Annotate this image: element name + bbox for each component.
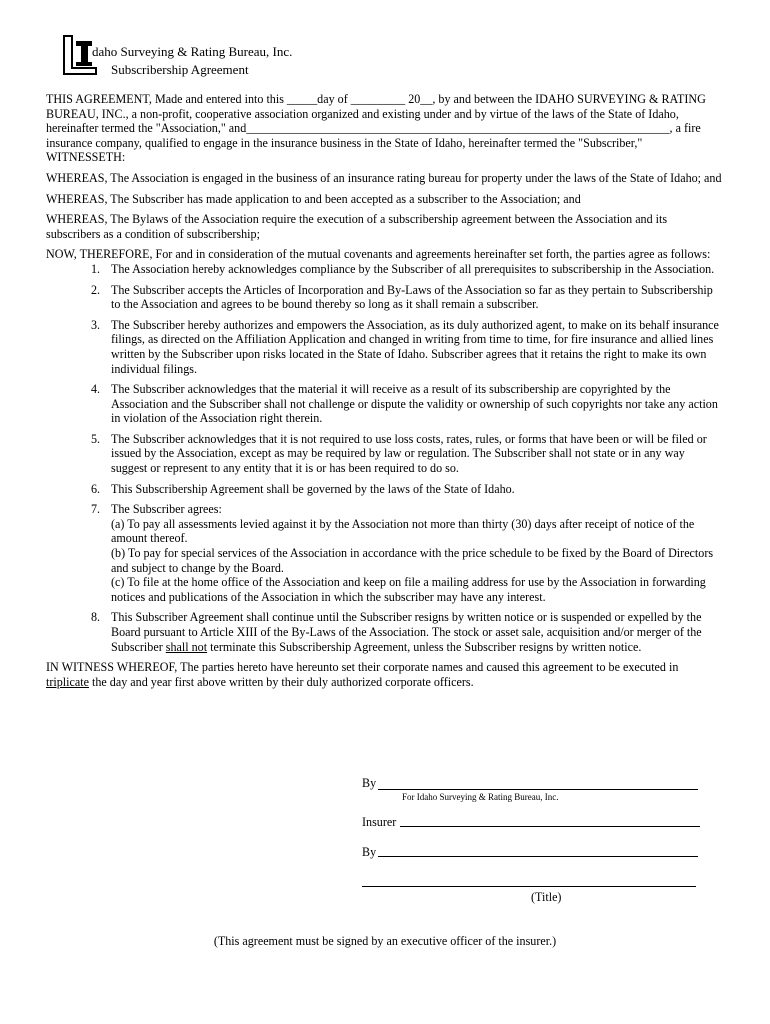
clause-7-b: (b) To pay for special services of the Association in accordance with the price schedule to be fixed by the Board of Directors and subject to change by the Board.	[111, 546, 714, 575]
clause-2: 2. The Subscriber accepts the Articles of Incorporation and By-Laws of the Association so far as they pertain to Subscribership to the Association and agrees to be bound thereby so long as it shall remain a subscriber.	[91, 282, 713, 312]
title-caption: (Title)	[531, 890, 562, 904]
by-label-bureau: By	[362, 776, 377, 790]
by-label-insurer: By	[362, 845, 377, 859]
whereas-1: WHEREAS, The Association is engaged in the business of an insurance rating bureau for property under the laws of the State of Idaho; and	[46, 170, 722, 185]
agreement-body	[46, 92, 722, 695]
in-witness-whereof: IN WITNESS WHEREOF, The parties hereto have hereunto set their corporate names and caused this agreement to be executed in triplicate the day and year first above written by their duly authorized corporate officers.	[46, 660, 679, 689]
bureau-signature-line[interactable]	[378, 789, 698, 790]
clause-6: 6. This Subscribership Agreement shall be governed by the laws of the State of Idaho.	[91, 481, 515, 496]
clause-4: 4. The Subscriber acknowledges that the material it will receive as a result of its subscribership are copyrighted by the Association and the Subscriber shall not challenge or dispute the validity or ownership of such copyrights nor take any action in violation of the Association right therein.	[91, 382, 718, 426]
clause-1: 1. The Association hereby acknowledges compliance by the Subscriber of all prerequisites to subscribership in the Association.	[91, 261, 715, 276]
whereas-3: WHEREAS, The Bylaws of the Association require the execution of a subscribership agreement between the Association and its subscribers as a condition of subscribership;	[46, 212, 668, 241]
footer-note: (This agreement must be signed by an executive officer of the insurer.)	[213, 934, 557, 948]
clause-7-intro: The Subscriber agrees:	[111, 502, 222, 517]
witnesseth: WITNESSETH:	[46, 150, 126, 165]
clause-7-c: (c) To file at the home office of the Association and keep on file a mailing address for use by the Association in forwarding notices and publications of the Association in which the subscriber may have any interest.	[111, 575, 706, 604]
bureau-caption: For Idaho Surveying & Rating Bureau, Inc.	[402, 792, 559, 802]
clause-5: 5. The Subscriber acknowledges that it is not required to use loss costs, rates, rules, or forms that have been or will be filed or issued by the Association, except as may be required by law or regulation. The Subscriber shall not state or in any way suggest or represent to any entity that it is or has been required to do so.	[91, 431, 707, 476]
insurer-label: Insurer	[362, 815, 397, 829]
insurer-signature-line[interactable]	[378, 856, 698, 857]
document-title: Subscribership Agreement	[111, 62, 249, 77]
whereas-2: WHEREAS, The Subscriber has made application to and been accepted as a subscriber to the Association; and	[46, 191, 581, 206]
organization-name: daho Surveying & Rating Bureau, Inc.	[92, 44, 293, 59]
clause-7-a: (a) To pay all assessments levied against it by the Association not more than thirty (30) days after receipt of notice of the amount thereof.	[111, 516, 695, 546]
triplicate-emphasis: triplicate	[46, 674, 89, 689]
clause-7: 7. The Subscriber agrees: (a) To pay all assessments levied against it by the Association not more than thirty (30) days after receipt of notice of the amount thereof. (b) To pay for special services of the Association in accordance with the price schedule to be fixed by the Board of Directors and subject to change by the Board. (c) To file at the home office of the Association and keep on file a mailing address for use by the Association in forwarding notices and publications of the Association in which the subscriber may have any interest.	[46, 502, 722, 604]
preamble: THIS AGREEMENT, Made and entered into this _____day of _________ 20__, by and between the IDAHO SURVEYING & RATING BUREAU, INC., a non-profit, cooperative association organized and existing under and by virtue of the laws of the State of Idaho, hereinafter termed the "Association," and______________________________________________________________________, a fire insurance company, qualified to engage in the insurance business in the State of Idaho, hereinafter termed the "Subscriber,"	[46, 92, 706, 150]
now-therefore: NOW, THEREFORE, For and in consideration of the mutual covenants and agreements hereinafter set forth, the parties agree as follows:	[46, 247, 711, 262]
title-line[interactable]	[362, 886, 696, 887]
clause-8: 8. This Subscriber Agreement shall continue until the Subscriber resigns by written notice or is suspended or expelled by the Board pursuant to Article XIII of the By-Laws of the Association. The stock or asset sale, acquisition and/or merger of the Subscriber shall not terminate this Subscribership Agreement, unless the Subscriber resigns by written notice.	[91, 610, 702, 654]
clause-3: 3. The Subscriber hereby authorizes and empowers the Association, as its duly authorized agent, to make on its behalf insurance filings, as directed on the Affiliation Application and changed in writing from time to time, for fire insurance and allied lines written by the Subscriber upon risks located in the State of Idaho. Subscriber agrees that it retains the right to make its own individual filings.	[91, 317, 719, 376]
insurer-name-line[interactable]	[400, 826, 700, 827]
clause-list	[46, 262, 722, 654]
shall-not-emphasis: shall not	[165, 639, 208, 654]
